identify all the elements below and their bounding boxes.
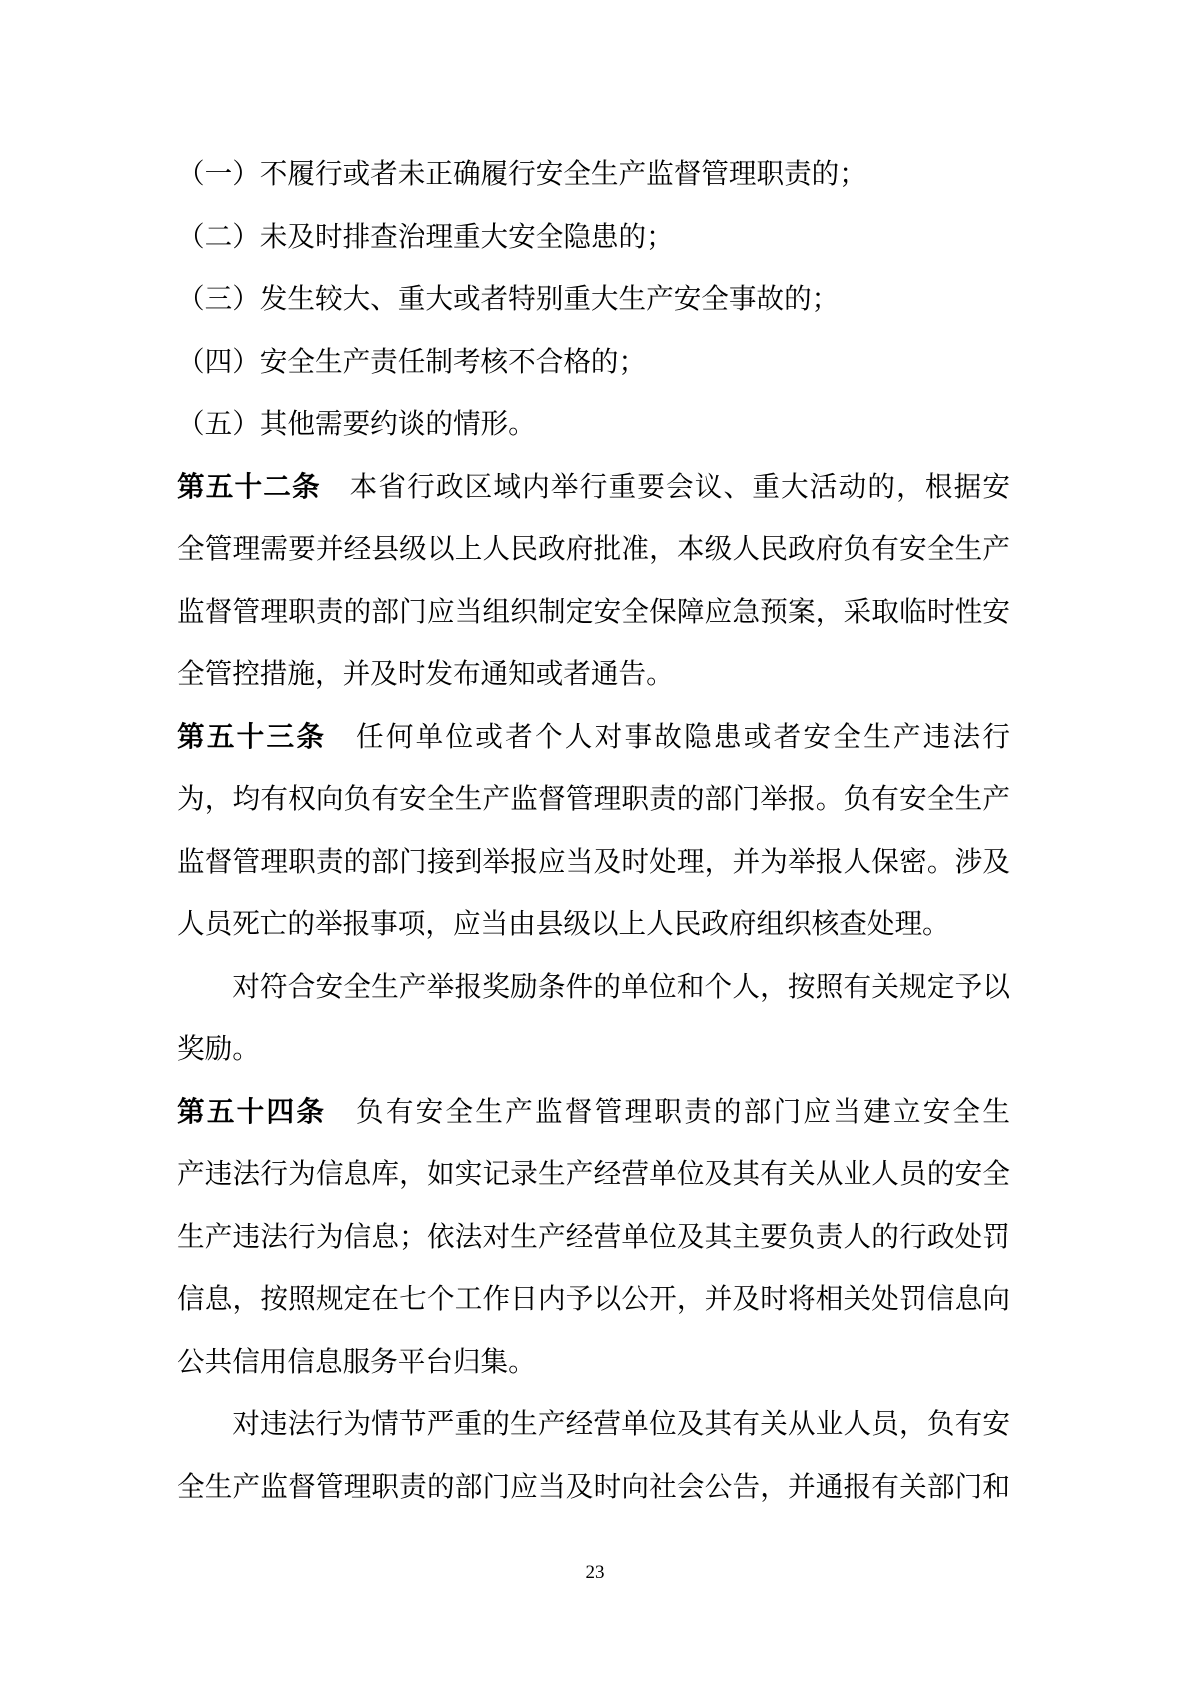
text-line: 全生产监督管理职责的部门应当及时向社会公告，并通报有关部门和	[177, 1470, 1010, 1502]
text-line: 对违法行为情节严重的生产经营单位及其有关从业人员，负有安	[232, 1408, 1010, 1439]
text-line: 全管控措施，并及时发布通知或者通告。	[177, 658, 674, 689]
article-number: 第五十三条	[177, 720, 327, 752]
text-line: 生产违法行为信息；依法对生产经营单位及其主要负责人的行政处罚	[177, 1220, 1010, 1252]
paragraph	[177, 956, 1010, 1081]
text-line: 全管理需要并经县级以上人民政府批准，本级人民政府负有安全生产	[177, 533, 1010, 564]
text-line: 为，均有权向负有安全生产监督管理职责的部门举报。负有安全生产	[177, 783, 1010, 814]
text-line	[177, 706, 1010, 769]
list-item	[177, 206, 1010, 269]
list-item	[177, 393, 1010, 456]
list-item	[177, 143, 1010, 206]
article-paragraph	[177, 456, 1010, 706]
text-line: （三）发生较大、重大或者特别重大生产安全事故的；	[177, 283, 840, 314]
paragraph	[177, 1393, 1010, 1518]
text-line: （二）未及时排查治理重大安全隐患的；	[177, 220, 674, 252]
text-line	[177, 1081, 1010, 1144]
text-line: 监督管理职责的部门接到举报应当及时处理，并为举报人保密。涉及	[177, 845, 1010, 877]
text-line: （五）其他需要约谈的情形。	[177, 408, 536, 439]
text-line: 人员死亡的举报事项，应当由县级以上人民政府组织核查处理。	[177, 908, 950, 939]
list-item	[177, 331, 1010, 394]
article-paragraph	[177, 706, 1010, 956]
article-number: 第五十四条	[177, 1095, 327, 1127]
article-number: 第五十二条	[177, 470, 321, 502]
article-paragraph	[177, 1081, 1010, 1394]
text-line: 公共信用信息服务平台归集。	[177, 1345, 536, 1377]
page-number: 23	[585, 1562, 605, 1583]
text-line: 对符合安全生产举报奖励条件的单位和个人，按照有关规定予以	[232, 970, 1010, 1002]
text-line: 监督管理职责的部门应当组织制定安全保障应急预案，采取临时性安	[177, 595, 1010, 627]
list-item	[177, 268, 1010, 331]
text-line: 奖励。	[177, 1033, 260, 1064]
text-line: （一）不履行或者未正确履行安全生产监督管理职责的；	[177, 158, 867, 189]
text-line	[177, 456, 1010, 519]
document-text-block	[177, 143, 1010, 1518]
text-line: （四）安全生产责任制考核不合格的；	[177, 345, 647, 377]
text-line: 信息，按照规定在七个工作日内予以公开，并及时将相关处罚信息向	[177, 1283, 1010, 1314]
article-first-line-text: 本省行政区域内举行重要会议、重大活动的，根据安	[320, 470, 1010, 502]
article-first-line-text: 任何单位或者个人对事故隐患或者安全生产违法行	[326, 720, 1010, 752]
article-first-line-text: 负有安全生产监督管理职责的部门应当建立安全生	[326, 1095, 1010, 1127]
text-line: 产违法行为信息库，如实记录生产经营单位及其有关从业人员的安全	[177, 1158, 1010, 1189]
